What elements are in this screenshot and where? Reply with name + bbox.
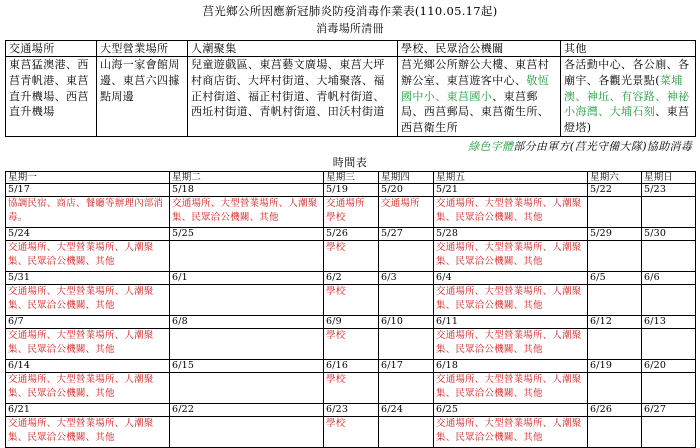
- other-text-2: 、東莒燈塔): [564, 105, 690, 135]
- activity-school: 學校: [324, 417, 379, 448]
- military-note: [468, 140, 692, 154]
- date-cell: 6/6: [642, 272, 696, 285]
- date-cell: 6/18: [434, 360, 588, 373]
- activity-empty: [379, 373, 434, 404]
- date-cell: 6/12: [588, 316, 642, 329]
- date-cell: 5/28: [434, 228, 588, 241]
- cell-business: 山海一家會館周邊、東莒六四據點周邊: [97, 57, 188, 137]
- activity-empty: [170, 417, 324, 448]
- activity-empty: [642, 329, 696, 360]
- activity-transport: 交通場所: [326, 198, 365, 209]
- activity-school: 學校: [324, 329, 379, 360]
- school-text: 莒光鄉公所辦公大樓、東莒村辦公室、東莒遊客中心、: [401, 58, 550, 87]
- date-cell: 5/27: [379, 228, 434, 241]
- date-cell: 6/22: [170, 404, 324, 417]
- date-cell: 5/31: [6, 272, 170, 285]
- date-cell: 6/7: [6, 316, 170, 329]
- activity-full: 交通場所、大型營業場所、人潮聚集、民眾洽公機關、其他: [434, 197, 588, 228]
- date-row: [6, 184, 696, 197]
- header-crowd: 人潮聚集: [188, 41, 398, 57]
- date-cell: 6/13: [642, 316, 696, 329]
- activity-full: 交通場所、大型營業場所、人潮聚集、民眾洽公機關、其他: [6, 329, 170, 360]
- activity-row: [6, 285, 696, 316]
- activity-full: 交通場所、大型營業場所、人潮聚集、民眾洽公機關、其他: [6, 241, 170, 272]
- date-cell: 5/22: [588, 184, 642, 197]
- activity-school-text: 學校: [326, 212, 346, 223]
- date-cell: 6/17: [379, 360, 434, 373]
- activity-full: 交通場所、大型營業場所、人潮聚集、民眾洽公機關、其他: [6, 417, 170, 448]
- date-cell: 5/19: [324, 184, 379, 197]
- other-green-text: 菜埔澳、神坵、有容路、神祕小海灣、大埔石刻: [564, 73, 690, 119]
- cell-other: [561, 57, 696, 137]
- date-cell: 6/10: [379, 316, 434, 329]
- note-green: 綠色字體: [468, 140, 514, 153]
- activity-empty: [642, 373, 696, 404]
- activity-school: 學校: [324, 285, 379, 316]
- school-text-2: 、東莒郵局、西莒郵局、東莒衛生所、西莒衛生所: [401, 89, 550, 135]
- activity-empty: [170, 241, 324, 272]
- activity-school: 學校: [324, 241, 379, 272]
- date-cell: 5/18: [170, 184, 324, 197]
- weekday-mon: 星期一: [6, 172, 170, 184]
- date-cell: 6/20: [642, 360, 696, 373]
- note-text: 部分由軍方(莒光守備大隊)協助消毒: [513, 140, 692, 153]
- activity-empty: [379, 417, 434, 448]
- activity-empty: [588, 241, 642, 272]
- document-subtitle: 消毒場所清冊: [316, 22, 384, 35]
- header-school: 學校、民眾洽公機關: [398, 41, 561, 57]
- activity-full: 交通場所、大型營業場所、人潮聚集、民眾洽公機關、其他: [434, 285, 588, 316]
- activity-full: 交通場所、大型營業場所、人潮聚集、民眾洽公機關、其他: [6, 373, 170, 404]
- date-cell: 5/21: [434, 184, 588, 197]
- date-cell: 6/19: [588, 360, 642, 373]
- activity-full: 交通場所、大型營業場所、人潮聚集、民眾洽公機關、其他: [170, 197, 324, 228]
- date-cell: 6/11: [434, 316, 588, 329]
- date-cell: 6/23: [324, 404, 379, 417]
- activity-empty: [642, 417, 696, 448]
- activity-empty: [170, 373, 324, 404]
- date-row: [6, 272, 696, 285]
- date-cell: 6/16: [324, 360, 379, 373]
- date-cell: 5/23: [642, 184, 696, 197]
- activity-row: [6, 197, 696, 228]
- activity-full: 交通場所、大型營業場所、人潮聚集、民眾洽公機關、其他: [434, 373, 588, 404]
- places-table: [5, 40, 696, 137]
- places-header-row: [6, 41, 696, 57]
- header-transport: 交通場所: [6, 41, 97, 57]
- date-cell: 6/25: [434, 404, 588, 417]
- activity-row: [6, 373, 696, 404]
- places-content-row: [6, 57, 696, 137]
- activity-empty: [588, 329, 642, 360]
- activity-empty: [379, 329, 434, 360]
- activity-full: 交通場所、大型營業場所、人潮聚集、民眾洽公機關、其他: [434, 241, 588, 272]
- date-cell: 6/9: [324, 316, 379, 329]
- other-text: 各活動中心、各公廁、各廟宇、各觀光景點(: [564, 58, 690, 87]
- weekday-fri: 星期五: [434, 172, 588, 184]
- date-cell: 5/29: [588, 228, 642, 241]
- activity-hotel: 協調民宿、商店、餐廳等辦理內部消毒。: [6, 197, 170, 228]
- date-cell: 5/17: [6, 184, 170, 197]
- activity-empty: [642, 285, 696, 316]
- timetable-title: 時間表: [332, 156, 368, 169]
- school-green-text: 敬恆國中小、東莒國小: [401, 73, 550, 103]
- activity-row: [6, 241, 696, 272]
- date-cell: 6/21: [6, 404, 170, 417]
- cell-transport: 東莒猛澳港、西莒青帆港、東莒直升機場、西莒直升機場: [6, 57, 97, 137]
- date-cell: 6/27: [642, 404, 696, 417]
- date-cell: 6/3: [379, 272, 434, 285]
- date-cell: 5/30: [642, 228, 696, 241]
- schedule-table: [5, 171, 696, 448]
- date-cell: 5/24: [6, 228, 170, 241]
- date-row: [6, 404, 696, 417]
- activity-full: 交通場所、大型營業場所、人潮聚集、民眾洽公機關、其他: [6, 285, 170, 316]
- date-cell: 6/15: [170, 360, 324, 373]
- activity-empty: [642, 241, 696, 272]
- activity-empty: [642, 197, 696, 228]
- activity-empty: [379, 285, 434, 316]
- activity-full: 交通場所、大型營業場所、人潮聚集、民眾洽公機關、其他: [434, 417, 588, 448]
- activity-empty: [588, 197, 642, 228]
- weekday-sat: 星期六: [588, 172, 642, 184]
- header-business: 大型營業場所: [97, 41, 188, 57]
- header-other: 其他: [561, 41, 696, 57]
- weekday-wed: 星期三: [324, 172, 379, 184]
- activity-empty: [379, 241, 434, 272]
- cell-crowd: 兒童遊戲區、東莒藝文廣場、東莒大坪村商店街、大坪村街道、大埔聚落、福正村街道、福正村街道、青帆村街道、西坵村街道、青帆村街道、田沃村街道: [188, 57, 398, 137]
- weekday-tue: 星期二: [170, 172, 324, 184]
- date-cell: 5/25: [170, 228, 324, 241]
- date-cell: 6/14: [6, 360, 170, 373]
- date-row: [6, 360, 696, 373]
- date-row: [6, 228, 696, 241]
- activity-empty: [588, 285, 642, 316]
- date-cell: 6/4: [434, 272, 588, 285]
- activity-school: [324, 197, 379, 228]
- date-cell: 6/26: [588, 404, 642, 417]
- weekday-header-row: [6, 172, 696, 184]
- activity-empty: [588, 417, 642, 448]
- date-cell: 5/20: [379, 184, 434, 197]
- document-title: 莒光鄉公所因應新冠肺炎防疫消毒作業表(110.05.17起): [202, 4, 498, 18]
- activity-transport: 交通場所: [379, 197, 434, 228]
- date-cell: 6/24: [379, 404, 434, 417]
- weekday-thu: 星期四: [379, 172, 434, 184]
- date-cell: 6/2: [324, 272, 379, 285]
- activity-row: [6, 329, 696, 360]
- activity-school: 學校: [324, 373, 379, 404]
- cell-school: [398, 57, 561, 137]
- activity-full: 交通場所、大型營業場所、人潮聚集、民眾洽公機關、其他: [434, 329, 588, 360]
- activity-empty: [588, 373, 642, 404]
- weekday-sun: 星期日: [642, 172, 696, 184]
- date-cell: 6/8: [170, 316, 324, 329]
- date-cell: 6/1: [170, 272, 324, 285]
- date-row: [6, 316, 696, 329]
- date-cell: 6/5: [588, 272, 642, 285]
- date-cell: 5/26: [324, 228, 379, 241]
- activity-empty: [170, 329, 324, 360]
- activity-row: [6, 417, 696, 448]
- activity-empty: [170, 285, 324, 316]
